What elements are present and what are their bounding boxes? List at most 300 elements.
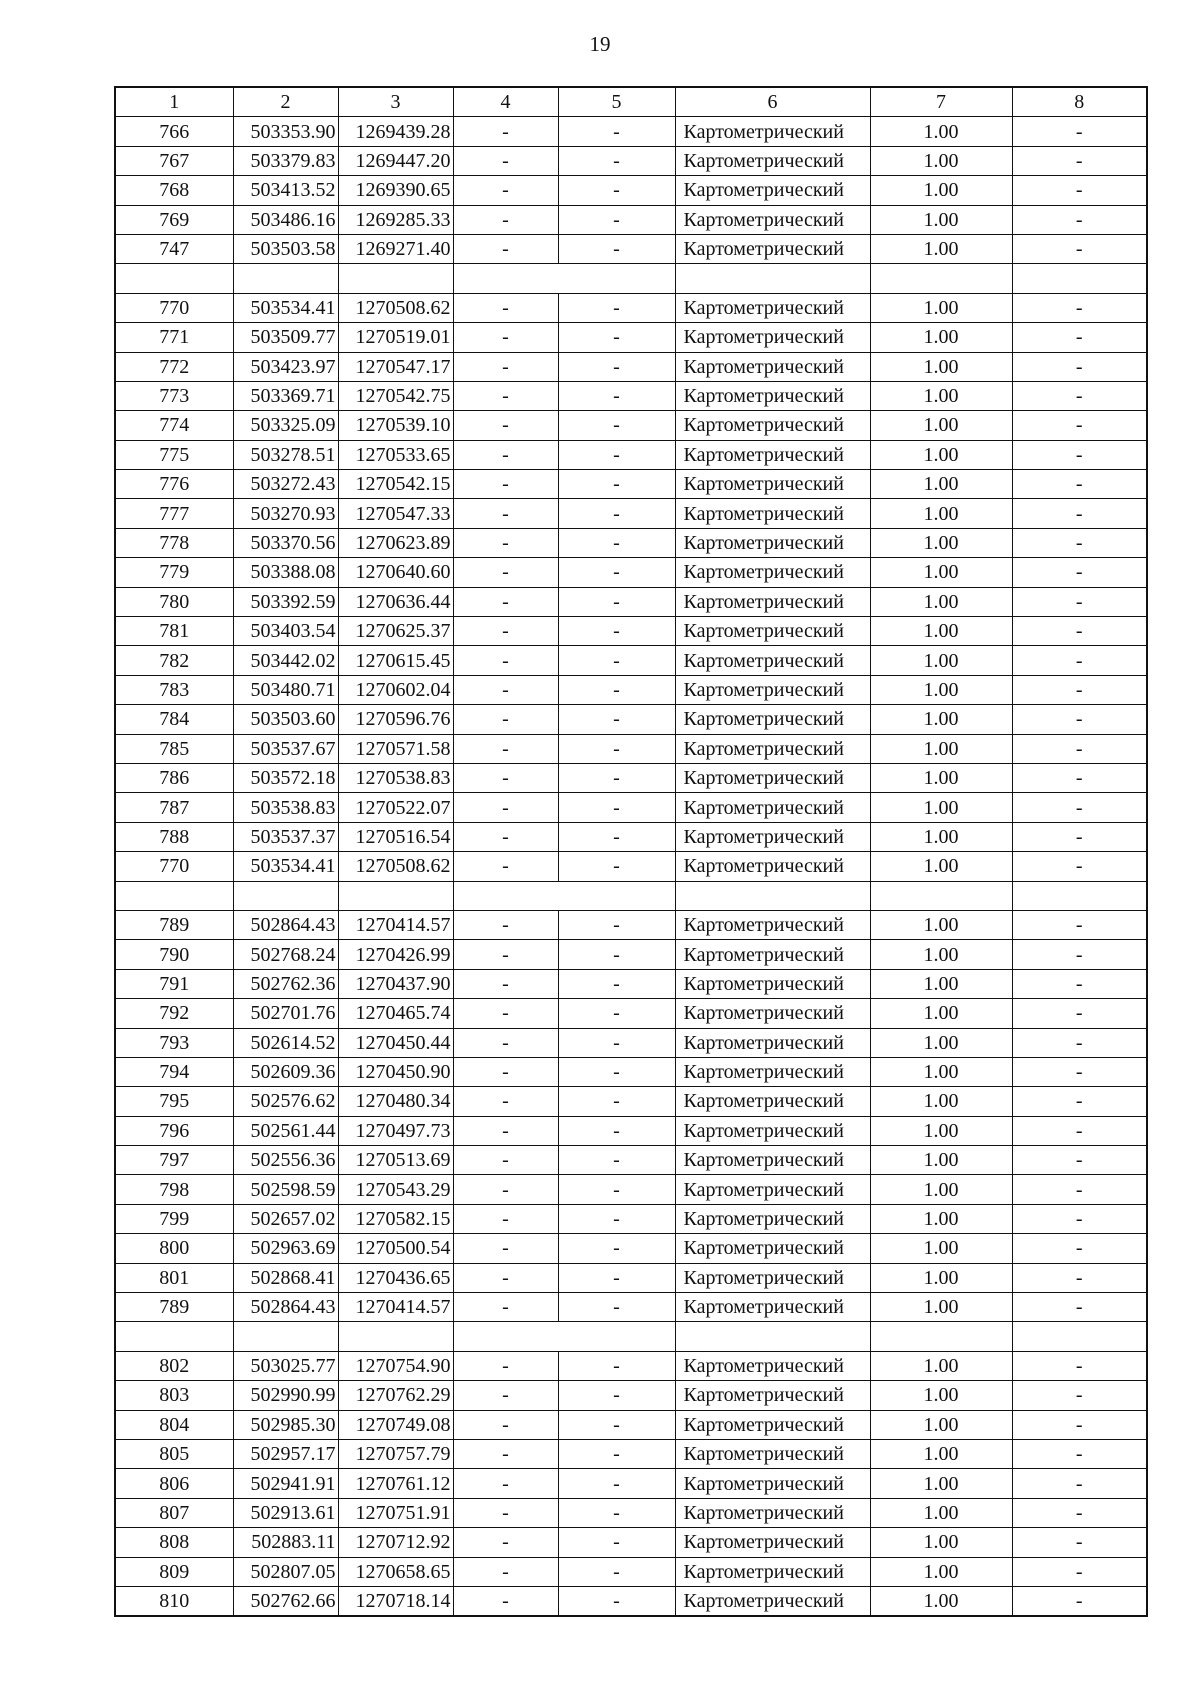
accuracy-cell: 1.00 xyxy=(870,1175,1012,1204)
col8-value-cell: - xyxy=(1012,1234,1147,1263)
accuracy-cell: 1.00 xyxy=(870,1381,1012,1410)
accuracy-cell: 1.00 xyxy=(870,940,1012,969)
col8-value-cell: - xyxy=(1012,205,1147,234)
empty-cell xyxy=(233,881,338,910)
col5-value-cell: - xyxy=(558,1146,675,1175)
col5-value-cell: - xyxy=(558,587,675,616)
col5-value-cell: - xyxy=(558,411,675,440)
accuracy-cell: 1.00 xyxy=(870,411,1012,440)
col8-value-cell: - xyxy=(1012,940,1147,969)
x-coordinate-cell: 502883.11 xyxy=(233,1528,338,1557)
x-coordinate-cell: 503486.16 xyxy=(233,205,338,234)
col5-value-cell: - xyxy=(558,1263,675,1292)
table-row xyxy=(115,1410,1147,1439)
column-header: 2 xyxy=(233,87,338,117)
col4-value-cell: - xyxy=(453,1087,558,1116)
table-row xyxy=(115,1498,1147,1527)
point-number-cell: 792 xyxy=(115,999,233,1028)
col5-value-cell: - xyxy=(558,1586,675,1616)
point-number-cell: 802 xyxy=(115,1351,233,1380)
method-cell: Картометрический xyxy=(675,852,870,881)
col4-value-cell: - xyxy=(453,822,558,851)
col8-value-cell: - xyxy=(1012,1381,1147,1410)
method-cell: Картометрический xyxy=(675,705,870,734)
point-number-cell: 796 xyxy=(115,1116,233,1145)
col8-value-cell: - xyxy=(1012,293,1147,322)
x-coordinate-cell: 503270.93 xyxy=(233,499,338,528)
x-coordinate-cell: 502807.05 xyxy=(233,1557,338,1586)
col8-value-cell: - xyxy=(1012,1116,1147,1145)
col5-value-cell: - xyxy=(558,1087,675,1116)
col5-value-cell: - xyxy=(558,1528,675,1557)
table-row xyxy=(115,940,1147,969)
col5-value-cell: - xyxy=(558,1028,675,1057)
col8-value-cell: - xyxy=(1012,852,1147,881)
table-header-row xyxy=(115,87,1147,117)
table-row xyxy=(115,528,1147,557)
y-coordinate-cell: 1270542.75 xyxy=(338,381,453,410)
method-cell: Картометрический xyxy=(675,587,870,616)
accuracy-cell: 1.00 xyxy=(870,381,1012,410)
y-coordinate-cell: 1270519.01 xyxy=(338,323,453,352)
table-row xyxy=(115,1175,1147,1204)
empty-cell xyxy=(558,264,675,293)
table-row xyxy=(115,705,1147,734)
method-cell: Картометрический xyxy=(675,1293,870,1322)
point-number-cell: 788 xyxy=(115,822,233,851)
col8-value-cell: - xyxy=(1012,617,1147,646)
method-cell: Картометрический xyxy=(675,940,870,969)
accuracy-cell: 1.00 xyxy=(870,470,1012,499)
accuracy-cell: 1.00 xyxy=(870,440,1012,469)
empty-cell xyxy=(115,881,233,910)
col5-value-cell: - xyxy=(558,1498,675,1527)
col4-value-cell: - xyxy=(453,940,558,969)
method-cell: Картометрический xyxy=(675,675,870,704)
col5-value-cell: - xyxy=(558,1057,675,1086)
col4-value-cell: - xyxy=(453,1410,558,1439)
accuracy-cell: 1.00 xyxy=(870,793,1012,822)
col4-value-cell: - xyxy=(453,617,558,646)
col4-value-cell: - xyxy=(453,1234,558,1263)
accuracy-cell: 1.00 xyxy=(870,1146,1012,1175)
accuracy-cell: 1.00 xyxy=(870,146,1012,175)
col4-value-cell: - xyxy=(453,1028,558,1057)
col8-value-cell: - xyxy=(1012,969,1147,998)
method-cell: Картометрический xyxy=(675,1057,870,1086)
y-coordinate-cell: 1270571.58 xyxy=(338,734,453,763)
column-header: 7 xyxy=(870,87,1012,117)
x-coordinate-cell: 502864.43 xyxy=(233,910,338,939)
y-coordinate-cell: 1270497.73 xyxy=(338,1116,453,1145)
x-coordinate-cell: 502941.91 xyxy=(233,1469,338,1498)
method-cell: Картометрический xyxy=(675,1028,870,1057)
col5-value-cell: - xyxy=(558,1234,675,1263)
accuracy-cell: 1.00 xyxy=(870,822,1012,851)
col8-value-cell: - xyxy=(1012,470,1147,499)
col8-value-cell: - xyxy=(1012,1146,1147,1175)
table-row xyxy=(115,1557,1147,1586)
col5-value-cell: - xyxy=(558,1293,675,1322)
col4-value-cell: - xyxy=(453,852,558,881)
accuracy-cell: 1.00 xyxy=(870,1439,1012,1468)
col8-value-cell: - xyxy=(1012,1087,1147,1116)
x-coordinate-cell: 503503.60 xyxy=(233,705,338,734)
y-coordinate-cell: 1270543.29 xyxy=(338,1175,453,1204)
method-cell: Картометрический xyxy=(675,763,870,792)
col8-value-cell: - xyxy=(1012,323,1147,352)
col4-value-cell: - xyxy=(453,1439,558,1468)
method-cell: Картометрический xyxy=(675,822,870,851)
col4-value-cell: - xyxy=(453,910,558,939)
col5-value-cell: - xyxy=(558,1557,675,1586)
point-number-cell: 785 xyxy=(115,734,233,763)
method-cell: Картометрический xyxy=(675,1439,870,1468)
point-number-cell: 808 xyxy=(115,1528,233,1557)
col8-value-cell: - xyxy=(1012,675,1147,704)
col4-value-cell: - xyxy=(453,587,558,616)
method-cell: Картометрический xyxy=(675,1116,870,1145)
col5-value-cell: - xyxy=(558,352,675,381)
method-cell: Картометрический xyxy=(675,117,870,146)
y-coordinate-cell: 1269390.65 xyxy=(338,176,453,205)
point-number-cell: 780 xyxy=(115,587,233,616)
col5-value-cell: - xyxy=(558,234,675,263)
y-coordinate-cell: 1270437.90 xyxy=(338,969,453,998)
method-cell: Картометрический xyxy=(675,234,870,263)
accuracy-cell: 1.00 xyxy=(870,1204,1012,1233)
table-row xyxy=(115,999,1147,1028)
col5-value-cell: - xyxy=(558,763,675,792)
empty-cell xyxy=(115,1322,233,1351)
empty-cell xyxy=(338,1322,453,1351)
x-coordinate-cell: 502657.02 xyxy=(233,1204,338,1233)
x-coordinate-cell: 502864.43 xyxy=(233,1293,338,1322)
col8-value-cell: - xyxy=(1012,1557,1147,1586)
x-coordinate-cell: 503537.67 xyxy=(233,734,338,763)
table-row xyxy=(115,499,1147,528)
table-row xyxy=(115,1293,1147,1322)
col4-value-cell: - xyxy=(453,381,558,410)
accuracy-cell: 1.00 xyxy=(870,558,1012,587)
accuracy-cell: 1.00 xyxy=(870,1469,1012,1498)
point-number-cell: 787 xyxy=(115,793,233,822)
x-coordinate-cell: 503442.02 xyxy=(233,646,338,675)
table-row xyxy=(115,1263,1147,1292)
y-coordinate-cell: 1270538.83 xyxy=(338,763,453,792)
point-number-cell: 770 xyxy=(115,852,233,881)
col8-value-cell: - xyxy=(1012,411,1147,440)
x-coordinate-cell: 502990.99 xyxy=(233,1381,338,1410)
y-coordinate-cell: 1270547.33 xyxy=(338,499,453,528)
x-coordinate-cell: 503370.56 xyxy=(233,528,338,557)
method-cell: Картометрический xyxy=(675,1557,870,1586)
accuracy-cell: 1.00 xyxy=(870,1087,1012,1116)
accuracy-cell: 1.00 xyxy=(870,999,1012,1028)
y-coordinate-cell: 1270436.65 xyxy=(338,1263,453,1292)
method-cell: Картометрический xyxy=(675,1469,870,1498)
table-row xyxy=(115,852,1147,881)
accuracy-cell: 1.00 xyxy=(870,1234,1012,1263)
col4-value-cell: - xyxy=(453,734,558,763)
col4-value-cell: - xyxy=(453,234,558,263)
col5-value-cell: - xyxy=(558,675,675,704)
x-coordinate-cell: 502762.66 xyxy=(233,1586,338,1616)
accuracy-cell: 1.00 xyxy=(870,499,1012,528)
col8-value-cell: - xyxy=(1012,499,1147,528)
table-row xyxy=(115,440,1147,469)
table-row xyxy=(115,617,1147,646)
point-number-cell: 795 xyxy=(115,1087,233,1116)
empty-cell xyxy=(870,1322,1012,1351)
y-coordinate-cell: 1270480.34 xyxy=(338,1087,453,1116)
col8-value-cell: - xyxy=(1012,1263,1147,1292)
point-number-cell: 798 xyxy=(115,1175,233,1204)
empty-cell xyxy=(233,264,338,293)
method-cell: Картометрический xyxy=(675,1263,870,1292)
accuracy-cell: 1.00 xyxy=(870,617,1012,646)
col8-value-cell: - xyxy=(1012,1528,1147,1557)
accuracy-cell: 1.00 xyxy=(870,352,1012,381)
x-coordinate-cell: 503572.18 xyxy=(233,763,338,792)
y-coordinate-cell: 1270522.07 xyxy=(338,793,453,822)
x-coordinate-cell: 502963.69 xyxy=(233,1234,338,1263)
point-number-cell: 782 xyxy=(115,646,233,675)
accuracy-cell: 1.00 xyxy=(870,1410,1012,1439)
table-row xyxy=(115,793,1147,822)
x-coordinate-cell: 503272.43 xyxy=(233,470,338,499)
y-coordinate-cell: 1270762.29 xyxy=(338,1381,453,1410)
col5-value-cell: - xyxy=(558,146,675,175)
x-coordinate-cell: 503403.54 xyxy=(233,617,338,646)
point-number-cell: 772 xyxy=(115,352,233,381)
coordinates-table xyxy=(114,86,1148,1617)
table-row xyxy=(115,323,1147,352)
point-number-cell: 778 xyxy=(115,528,233,557)
table-row xyxy=(115,1469,1147,1498)
y-coordinate-cell: 1270757.79 xyxy=(338,1439,453,1468)
point-number-cell: 784 xyxy=(115,705,233,734)
col5-value-cell: - xyxy=(558,852,675,881)
x-coordinate-cell: 503388.08 xyxy=(233,558,338,587)
x-coordinate-cell: 503537.37 xyxy=(233,822,338,851)
table-row xyxy=(115,411,1147,440)
accuracy-cell: 1.00 xyxy=(870,293,1012,322)
x-coordinate-cell: 503503.58 xyxy=(233,234,338,263)
col8-value-cell: - xyxy=(1012,146,1147,175)
col4-value-cell: - xyxy=(453,411,558,440)
col4-value-cell: - xyxy=(453,969,558,998)
accuracy-cell: 1.00 xyxy=(870,763,1012,792)
accuracy-cell: 1.00 xyxy=(870,675,1012,704)
method-cell: Картометрический xyxy=(675,793,870,822)
col4-value-cell: - xyxy=(453,675,558,704)
table-row xyxy=(115,558,1147,587)
accuracy-cell: 1.00 xyxy=(870,1028,1012,1057)
col5-value-cell: - xyxy=(558,1439,675,1468)
y-coordinate-cell: 1270426.99 xyxy=(338,940,453,969)
col5-value-cell: - xyxy=(558,1381,675,1410)
table-body xyxy=(115,87,1147,1616)
col8-value-cell: - xyxy=(1012,528,1147,557)
accuracy-cell: 1.00 xyxy=(870,205,1012,234)
point-number-cell: 801 xyxy=(115,1263,233,1292)
y-coordinate-cell: 1270414.57 xyxy=(338,910,453,939)
x-coordinate-cell: 502609.36 xyxy=(233,1057,338,1086)
point-number-cell: 747 xyxy=(115,234,233,263)
col5-value-cell: - xyxy=(558,1204,675,1233)
point-number-cell: 791 xyxy=(115,969,233,998)
table-row xyxy=(115,675,1147,704)
col8-value-cell: - xyxy=(1012,793,1147,822)
empty-cell xyxy=(1012,264,1147,293)
col4-value-cell: - xyxy=(453,1293,558,1322)
point-number-cell: 779 xyxy=(115,558,233,587)
point-number-cell: 786 xyxy=(115,763,233,792)
y-coordinate-cell: 1270450.90 xyxy=(338,1057,453,1086)
method-cell: Картометрический xyxy=(675,1351,870,1380)
x-coordinate-cell: 502768.24 xyxy=(233,940,338,969)
col5-value-cell: - xyxy=(558,793,675,822)
empty-cell xyxy=(338,881,453,910)
col8-value-cell: - xyxy=(1012,1410,1147,1439)
table-row xyxy=(115,234,1147,263)
method-cell: Картометрический xyxy=(675,411,870,440)
col5-value-cell: - xyxy=(558,940,675,969)
col4-value-cell: - xyxy=(453,1116,558,1145)
method-cell: Картометрический xyxy=(675,1586,870,1616)
method-cell: Картометрический xyxy=(675,1528,870,1557)
x-coordinate-cell: 503534.41 xyxy=(233,852,338,881)
col5-value-cell: - xyxy=(558,1469,675,1498)
y-coordinate-cell: 1270508.62 xyxy=(338,293,453,322)
column-header: 5 xyxy=(558,87,675,117)
point-number-cell: 793 xyxy=(115,1028,233,1057)
col5-value-cell: - xyxy=(558,1116,675,1145)
point-number-cell: 767 xyxy=(115,146,233,175)
x-coordinate-cell: 502913.61 xyxy=(233,1498,338,1527)
accuracy-cell: 1.00 xyxy=(870,1293,1012,1322)
column-header: 8 xyxy=(1012,87,1147,117)
x-coordinate-cell: 503423.97 xyxy=(233,352,338,381)
point-number-cell: 783 xyxy=(115,675,233,704)
method-cell: Картометрический xyxy=(675,1204,870,1233)
method-cell: Картометрический xyxy=(675,558,870,587)
col4-value-cell: - xyxy=(453,117,558,146)
col5-value-cell: - xyxy=(558,381,675,410)
y-coordinate-cell: 1270615.45 xyxy=(338,646,453,675)
table-row xyxy=(115,1234,1147,1263)
col4-value-cell: - xyxy=(453,1469,558,1498)
point-number-cell: 768 xyxy=(115,176,233,205)
point-number-cell: 809 xyxy=(115,1557,233,1586)
x-coordinate-cell: 502561.44 xyxy=(233,1116,338,1145)
method-cell: Картометрический xyxy=(675,381,870,410)
table-row xyxy=(115,1439,1147,1468)
col5-value-cell: - xyxy=(558,323,675,352)
table-row xyxy=(115,1204,1147,1233)
y-coordinate-cell: 1270658.65 xyxy=(338,1557,453,1586)
accuracy-cell: 1.00 xyxy=(870,234,1012,263)
column-header: 1 xyxy=(115,87,233,117)
col5-value-cell: - xyxy=(558,440,675,469)
point-number-cell: 806 xyxy=(115,1469,233,1498)
method-cell: Картометрический xyxy=(675,910,870,939)
table-row xyxy=(115,293,1147,322)
x-coordinate-cell: 503534.41 xyxy=(233,293,338,322)
col8-value-cell: - xyxy=(1012,999,1147,1028)
empty-cell xyxy=(115,264,233,293)
point-number-cell: 770 xyxy=(115,293,233,322)
y-coordinate-cell: 1270623.89 xyxy=(338,528,453,557)
point-number-cell: 799 xyxy=(115,1204,233,1233)
col8-value-cell: - xyxy=(1012,1175,1147,1204)
empty-cell xyxy=(558,881,675,910)
table-row xyxy=(115,470,1147,499)
col5-value-cell: - xyxy=(558,969,675,998)
x-coordinate-cell: 503480.71 xyxy=(233,675,338,704)
col5-value-cell: - xyxy=(558,528,675,557)
method-cell: Картометрический xyxy=(675,617,870,646)
empty-cell xyxy=(233,1322,338,1351)
col5-value-cell: - xyxy=(558,1175,675,1204)
col4-value-cell: - xyxy=(453,176,558,205)
y-coordinate-cell: 1270751.91 xyxy=(338,1498,453,1527)
accuracy-cell: 1.00 xyxy=(870,323,1012,352)
accuracy-cell: 1.00 xyxy=(870,587,1012,616)
col4-value-cell: - xyxy=(453,1351,558,1380)
point-number-cell: 775 xyxy=(115,440,233,469)
method-cell: Картометрический xyxy=(675,323,870,352)
x-coordinate-cell: 502985.30 xyxy=(233,1410,338,1439)
point-number-cell: 781 xyxy=(115,617,233,646)
table-row xyxy=(115,646,1147,675)
col5-value-cell: - xyxy=(558,470,675,499)
point-number-cell: 797 xyxy=(115,1146,233,1175)
col4-value-cell: - xyxy=(453,558,558,587)
method-cell: Картометрический xyxy=(675,734,870,763)
point-number-cell: 789 xyxy=(115,910,233,939)
y-coordinate-cell: 1269285.33 xyxy=(338,205,453,234)
column-header: 6 xyxy=(675,87,870,117)
table-row xyxy=(115,587,1147,616)
col5-value-cell: - xyxy=(558,558,675,587)
y-coordinate-cell: 1270596.76 xyxy=(338,705,453,734)
accuracy-cell: 1.00 xyxy=(870,734,1012,763)
col5-value-cell: - xyxy=(558,646,675,675)
x-coordinate-cell: 503538.83 xyxy=(233,793,338,822)
table-separator-row xyxy=(115,264,1147,293)
y-coordinate-cell: 1270712.92 xyxy=(338,1528,453,1557)
point-number-cell: 774 xyxy=(115,411,233,440)
point-number-cell: 776 xyxy=(115,470,233,499)
point-number-cell: 800 xyxy=(115,1234,233,1263)
y-coordinate-cell: 1270547.17 xyxy=(338,352,453,381)
col4-value-cell: - xyxy=(453,705,558,734)
col4-value-cell: - xyxy=(453,528,558,557)
y-coordinate-cell: 1270542.15 xyxy=(338,470,453,499)
col4-value-cell: - xyxy=(453,763,558,792)
accuracy-cell: 1.00 xyxy=(870,1351,1012,1380)
col4-value-cell: - xyxy=(453,293,558,322)
point-number-cell: 803 xyxy=(115,1381,233,1410)
x-coordinate-cell: 503392.59 xyxy=(233,587,338,616)
accuracy-cell: 1.00 xyxy=(870,1116,1012,1145)
col8-value-cell: - xyxy=(1012,1028,1147,1057)
col8-value-cell: - xyxy=(1012,352,1147,381)
col5-value-cell: - xyxy=(558,734,675,763)
y-coordinate-cell: 1270533.65 xyxy=(338,440,453,469)
